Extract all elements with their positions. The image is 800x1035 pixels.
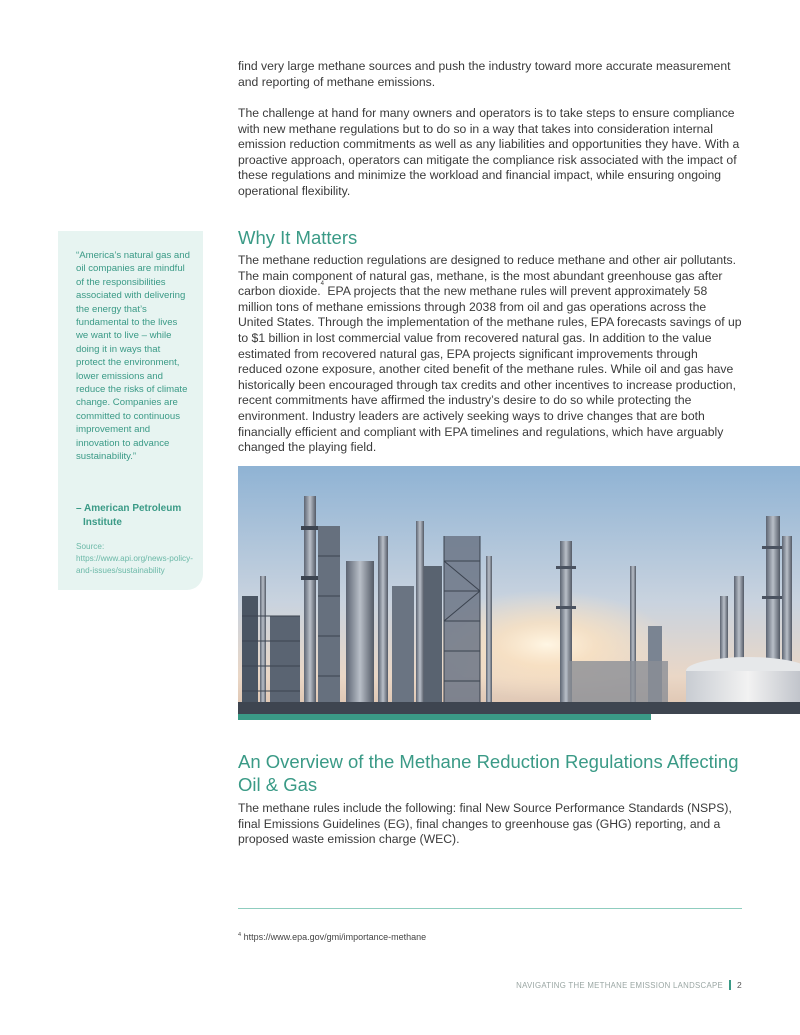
why-it-matters-heading: Why It Matters	[238, 227, 358, 248]
why-it-matters-body	[238, 253, 742, 456]
footer-separator	[729, 980, 731, 990]
why-body-part-1: The methane reduction regulations are designed to reduce methane and other air pollutants. The main component of natural gas, methane, is the most abundant greenhouse gas after carbon dioxide.	[238, 253, 736, 299]
overview-body: The methane rules include the following: final New Source Performance Standards (NSPS), final Emissions Guidelines (EG), final changes to greenhouse gas (GHG) reporting, and a proposed waste emission charge (WEC).	[238, 801, 732, 847]
sidebar-source: Source: https://www.api.org/news-policy-and-issues/sustainability	[76, 542, 193, 575]
why-body-part-2: EPA projects that the new methane rules will prevent approximately 58 million tons of methane emissions through 2038 from oil and gas operations across the United States. Through the implementation of the methane rules, EPA forecasts savings of up to $1 billion in lost commercial value from recovered natural gas. In addition to the value estimated from recovered natural gas, EPA projects significant improvements through reduced ozone exposure, another cited benefit of the methane rules. While oil and gas have historically been encouraged through tax credits and other incentives to increase production, recent commitments have affirmed the industry’s desire to do so while protecting the environment. Industry leaders are actively seeking ways to drive changes that are both financially efficient and compliant with EPA timelines and regulations, which have arguably changed the playing field.	[238, 284, 742, 455]
refinery-illustration	[238, 466, 800, 714]
sidebar-quote: “America’s natural gas and oil companies are mindful of the responsibilities associated with delivering the energy that’s fundamental to the lives we want to live – while doing it in ways that protect the environment, lower emissions and reduce the risks of climate change. Companies are committed to continuous improvement and innovation to advance sustainability.”	[76, 250, 190, 463]
refinery-photo	[238, 466, 800, 714]
footnote-divider	[238, 908, 742, 909]
page-number: 2	[736, 980, 742, 990]
footnote-link[interactable]: https://www.epa.gov/gmi/importance-methane	[243, 932, 427, 942]
footer-title: NAVIGATING THE METHANE EMISSION LANDSCAPE	[516, 980, 723, 990]
overview-heading: An Overview of the Methane Reduction Regulations Affecting Oil & Gas	[238, 751, 739, 795]
footnote-reference[interactable]: 4	[320, 281, 325, 288]
footnote	[238, 932, 426, 942]
sidebar-attribution: – American Petroleum Institute	[76, 503, 182, 528]
quote-sidebar	[58, 231, 203, 590]
intro-paragraph-2: The challenge at hand for many owners and operators is to take steps to ensure compliance with new methane regulations but to do so in a way that takes into consideration internal emission reduction commitments as well as any liabilities and opportunities they have. With a proactive approach, operators can mitigate the compliance risk associated with the impact of these regulations and minimize the workload and financial impact, while ensuring ongoing operational flexibility.	[238, 106, 740, 198]
footnote-number: 4	[238, 932, 242, 938]
intro-paragraph-1: find very large methane sources and push the industry toward more accurate measurement and reporting of methane emissions.	[238, 59, 731, 89]
photo-accent-bar	[238, 714, 651, 720]
page-footer	[516, 980, 742, 990]
